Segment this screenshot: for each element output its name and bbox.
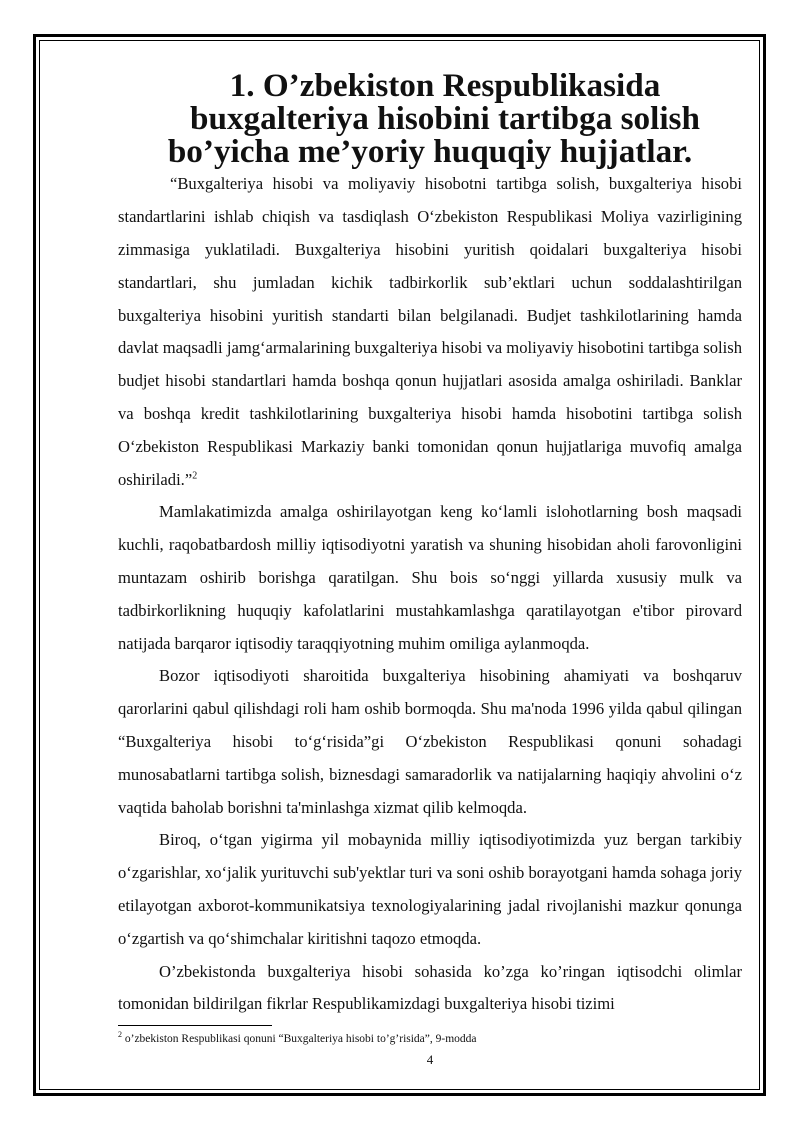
document-page <box>118 67 742 1021</box>
paragraph: Biroq, o‘tgan yigirma yil mobaynida milliy iqtisodiyotimizda yuz bergan tarkibiy o‘zgarishlar, xo‘jalik yurituvchi sub'yektlar turi va soni oshib borayotgani hamda sohaga joriy etilayotgan axborot-kommunikatsiya texnologiyalarining jadal rivojlanishi mazkur qonunga o‘zgartish va qo‘shimchalar kiritishni taqozo etmoqda. <box>118 830 742 948</box>
footnote-reference[interactable]: 2 <box>192 470 198 482</box>
paragraph: O’zbekistonda buxgalteriya hisobi sohasida ko’zga ko’ringan iqtisodchi olimlar tomonidan bildirilgan fikrlar Respublikamizdagi buxgalteriya hisobi tizimi <box>118 961 742 1014</box>
page-number: 4 <box>426 1052 434 1067</box>
footnote-separator <box>118 1025 272 1026</box>
footnote <box>118 1031 718 1047</box>
section-heading-line-1: 1. O’zbekiston Respublikasida buxgalteriya hisobini tartibga solish <box>190 67 700 137</box>
paragraph: Bozor iqtisodiyoti sharoitida buxgalteriya hisobining ahamiyati va boshqaruv qarorlarini qabul qilishdagi roli ham oshib bormoqda. Shu ma'noda 1996 yilda qabul qilingan “Buxgalteriya hisobi to‘g‘risida”gi O‘zbekiston Respublikasi qonuni sohadagi munosabatlarni tartibga solish, biznesdagi samaradorlik va natijalarning haqiqiy ahvolini o‘z vaqtida baholab borishni ta'minlashga xizmat qilib kelmoqda. <box>118 666 742 817</box>
quote-paragraph <box>118 168 742 496</box>
section-heading-line-2: bo’yicha me’yoriy huquqiy hujjatlar. <box>167 132 693 170</box>
footnote-mark: 2 <box>118 1030 122 1040</box>
paragraph: Mamlakatimizda amalga oshirilayotgan keng ko‘lamli islohotlarning bosh maqsadi kuchli, raqobatbardosh milliy iqtisodiyotni yaratish va shuning hisobidan aholi farovonligini muntazam oshirib borishga qaratilgan. Shu bois so‘nggi yillarda xususiy mulk va tadbirkorlikning huquqiy kafolatlarini mustahkamlashga qaratilayotgan e'tibor pirovard natijada barqaror iqtisodiy taraqqiyotning muhim omiliga aylanmoqda. <box>118 502 742 653</box>
quote-paragraph-text: “Buxgalteriya hisobi va moliyaviy hisobotni tartibga solish, buxgalteriya hisobi standartlarini ishlab chiqish va tasdiqlash O‘zbekiston Respublikasi Moliya vazirligining zimmasiga yuklatiladi. Buxgalteriya hisobini yuritish qoidalari buxgalteriya hisobi standartlari, shu jumladan kichik tadbirkorlik sub’ektlari uchun soddalashtirilgan buxgalteriya hisobini yuritish standarti bilan belgilanadi. Budjet tashkilotlarining hamda davlat maqsadli jamg‘armalarining buxgalteriya hisobi va moliyaviy hisobotini tartibga solish budjet hisobi standartlari hamda boshqa qonun hujjatlari asosida amalga oshiriladi. Banklar va boshqa kredit tashkilotlarining buxgalteriya hisobi hamda hisobotini tartibga solish O‘zbekiston Respublikasi Markaziy banki tomonidan qonun hujjatlariga muvofiq amalga oshiriladi.” <box>118 174 742 489</box>
section-heading <box>118 67 742 170</box>
footnote-text: o’zbekiston Respublikasi qonuni “Buxgalteriya hisobi to’g’risida”, 9-modda <box>122 1033 477 1045</box>
